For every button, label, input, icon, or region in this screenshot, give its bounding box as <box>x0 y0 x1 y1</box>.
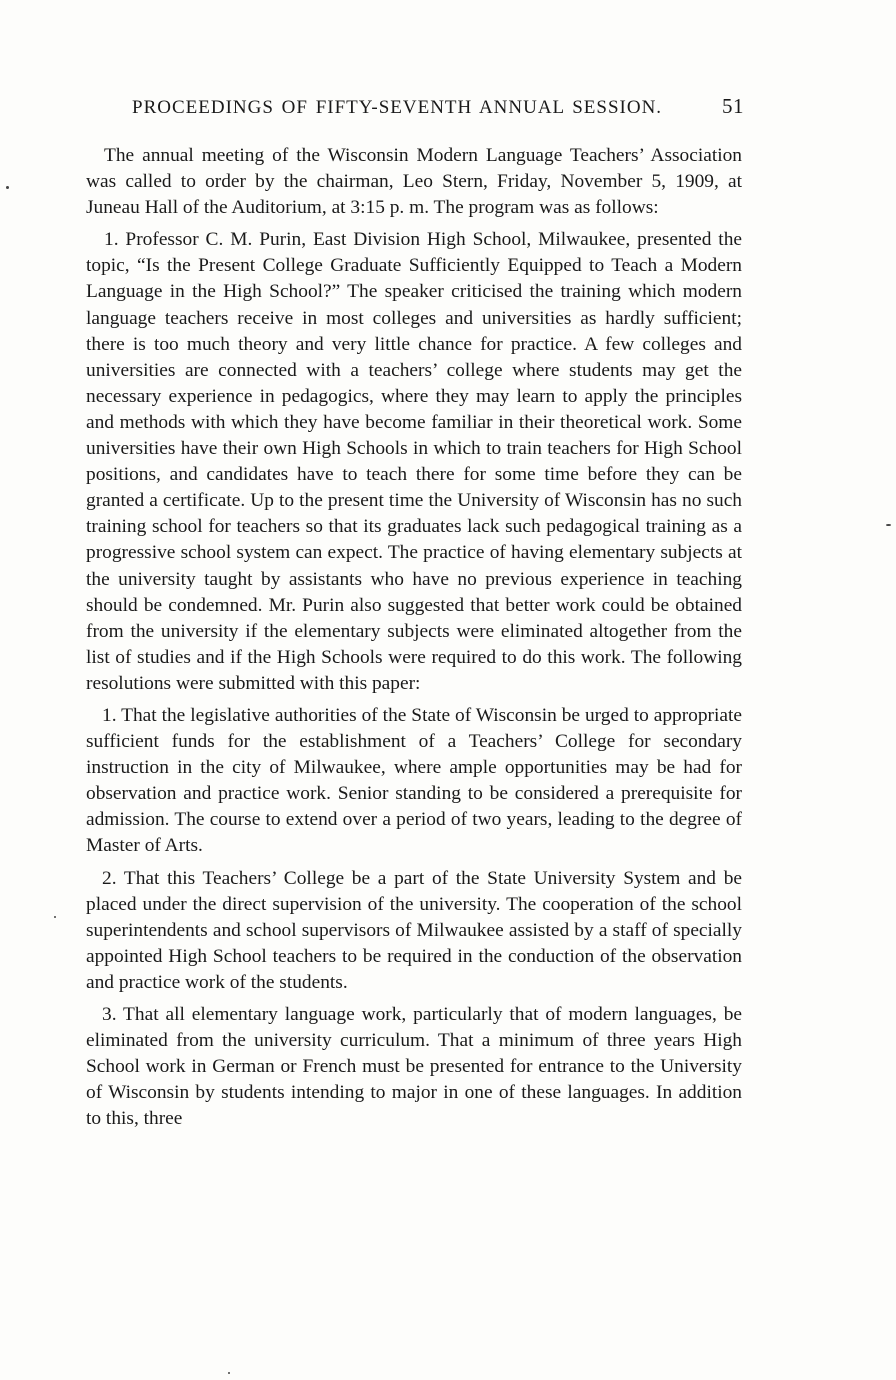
scan-speck <box>886 524 891 526</box>
scan-speck <box>54 916 56 918</box>
resolution-1: 1. That the legislative authorities of the State of Wisconsin be urged to appropriate sufficient funds for the establishment of a Teachers’ College for secondary instruction in the city of Milwaukee, where ample opportunities may be had for observation and practice work. Senior standing to be considered a prerequisite for admission. The course to extend over a period of two years, leading to the degree of Master of Arts. <box>86 704 742 857</box>
resolution-3: 3. That all elementary language work, particularly that of modern languages, be eliminated from the university curriculum. That a minimum of three years High School work in German or French must be presented for entrance to the University of Wisconsin by students intending to major in one of these languages. In addition to this, three <box>86 1004 742 1130</box>
scan-speck <box>6 186 9 189</box>
resolution-2: 2. That this Teachers’ College be a part of the State University System and be placed under the direct supervision of the university. The cooperation of the school superintendents and school supervisors of Milwaukee assisted by a staff of specially appointed High School teachers to be required in the conduction of the observation and practice work of the students. <box>86 867 742 993</box>
page-number: 51 <box>722 94 744 118</box>
running-head <box>132 94 744 124</box>
opening-paragraph: The annual meeting of the Wisconsin Modern Language Teachers’ Association was called to order by the chairman, Leo Stern, Friday, November 5, 1909, at Juneau Hall of the Auditorium, at 3:15 p. m. The program was as follows: <box>86 145 742 219</box>
running-title: PROCEEDINGS OF FIFTY-SEVENTH ANNUAL SESSION. <box>132 97 663 118</box>
scan-speck <box>228 1372 230 1374</box>
purin-topic-paragraph: 1. Professor C. M. Purin, East Division High School, Milwaukee, presented the topic, “Is the Present College Graduate Sufficiently Equipped to Teach a Modern Language in the High School?” The speaker criticised the training which modern language teachers receive in most colleges and universities as hardly sufficient; there is too much theory and very little chance for practice. A few colleges and universities are connected with a teachers’ college where students may get the necessary experience in pedagogics, where they may learn to apply the principles and methods with which they have become familiar in their theoretical work. Some universities have their own High Schools in which to train teachers for High School positions, and candidates have to teach there for some time before they can be granted a certificate. Up to the present time the University of Wisconsin has no such training school for teachers so that its graduates lack such pedagogical training as a progressive school system can expect. The practice of having elementary subjects at the university taught by assistants who have no previous experience in teaching should be condemned. Mr. Purin also suggested that better work could be obtained from the university if the elementary subjects were eliminated altogether from the list of studies and if the High Schools were required to do this work. The following resolutions were submitted with this paper: <box>86 229 742 694</box>
body-text <box>86 143 742 1132</box>
